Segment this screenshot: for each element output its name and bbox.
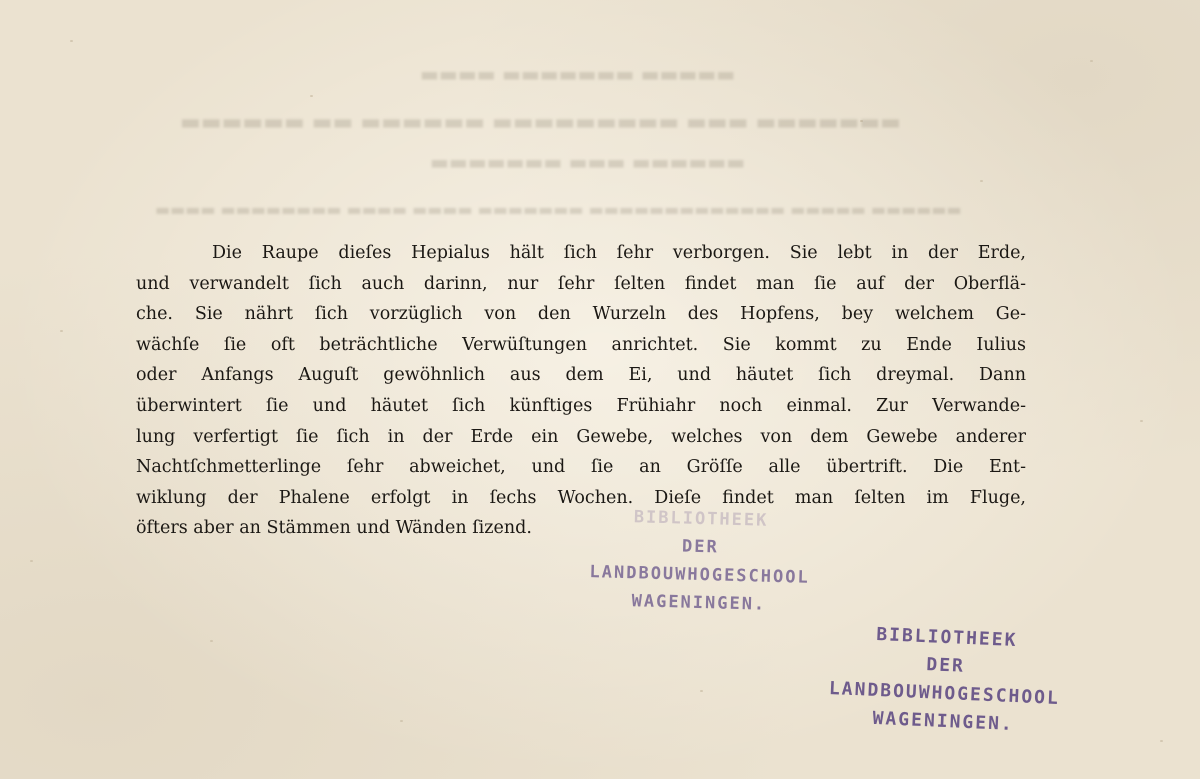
paper-fleck bbox=[980, 180, 983, 182]
stamp-line: DER bbox=[925, 654, 966, 677]
paper-fleck bbox=[210, 640, 213, 642]
text-line: wächſe ſie oft beträchtliche Verwüſtungen anrichtet. Sie kommt zu Ende Iulius bbox=[136, 334, 1026, 355]
paper-fleck bbox=[400, 720, 403, 722]
bleed-through-shadow: ▬▬▬▬▬ ▬▬▬▬▬▬▬ ▬▬▬▬ bbox=[420, 62, 736, 86]
stamp-line: WAGENINGEN. bbox=[872, 707, 1015, 736]
bleed-through-shadow: ▬▬▬▬▬▬ ▬▬▬ ▬▬▬▬▬▬▬ bbox=[430, 150, 746, 174]
library-stamp-faint bbox=[519, 500, 882, 621]
stamp-line: BIBLIOTHEEK bbox=[875, 623, 1018, 652]
text-line: und verwandelt ſich auch darinn, nur ſehr ſelten findet man ſie auf der Oberflä- bbox=[136, 273, 1026, 294]
paper-fleck bbox=[1160, 740, 1163, 742]
body-paragraph bbox=[136, 238, 1026, 544]
bleed-through-shadow: ▬▬▬▬▬▬▬ ▬▬▬ ▬▬▬▬▬▬▬▬▬ ▬▬▬▬▬▬ ▬▬ ▬▬▬▬▬▬ bbox=[180, 110, 901, 135]
paper-fleck bbox=[310, 95, 313, 97]
stamp-line: LANDBOUWHOGESCHOOL bbox=[828, 677, 1061, 710]
text-line: wiklung der Phalene erfolgt in ſechs Wochen. Dieſe findet man ſelten im Fluge, bbox=[136, 487, 1026, 508]
text-line: Nachtſchmetterlinge ſehr abweichet, und ſie an Gröſſe alle übertrift. Die Ent- bbox=[136, 457, 1026, 478]
paper-fleck bbox=[1140, 420, 1143, 422]
paper-fleck bbox=[70, 40, 73, 42]
stamp-line: BIBLIOTHEEK bbox=[633, 507, 769, 531]
text-line: oder Anfangs Auguſt gewöhnlich aus dem Ei, und häutet ſich dreymal. Dann bbox=[136, 365, 1026, 386]
text-line: Die Raupe dieſes Hepialus hält ſich ſehr verborgen. Sie lebt in der Erde, bbox=[212, 243, 1026, 263]
stamp-line: LANDBOUWHOGESCHOOL bbox=[589, 562, 810, 588]
paper-fleck bbox=[30, 560, 33, 562]
bleed-through-shadow: ▬▬▬▬▬▬ ▬▬▬▬▬ ▬▬▬▬▬▬▬▬▬▬▬▬▬ ▬▬▬▬▬▬▬ ▬▬▬▬ ▬▬▬▬ ▬▬▬▬▬▬▬▬ ▬▬▬▬ bbox=[155, 200, 962, 219]
library-stamp bbox=[778, 617, 1113, 743]
paper-fleck bbox=[60, 330, 63, 332]
text-line: lung verfertigt ſie ſich in der Erde ein Gewebe, welches von dem Gewebe anderer bbox=[136, 426, 1026, 447]
paper-fleck bbox=[700, 690, 703, 692]
stamp-line: DER bbox=[681, 536, 719, 558]
stamp-line: WAGENINGEN. bbox=[631, 591, 767, 615]
text-line: che. Sie nährt ſich vorzüglich von den Wurzeln des Hopfens, bey welchem Ge- bbox=[136, 304, 1026, 325]
text-line: überwintert ſie und häutet ſich künftiges Frühiahr noch einmal. Zur Verwande- bbox=[136, 395, 1026, 416]
text-line: öfters aber an Stämmen und Wänden ſizend. bbox=[136, 518, 532, 539]
paper-fleck bbox=[1090, 60, 1093, 62]
